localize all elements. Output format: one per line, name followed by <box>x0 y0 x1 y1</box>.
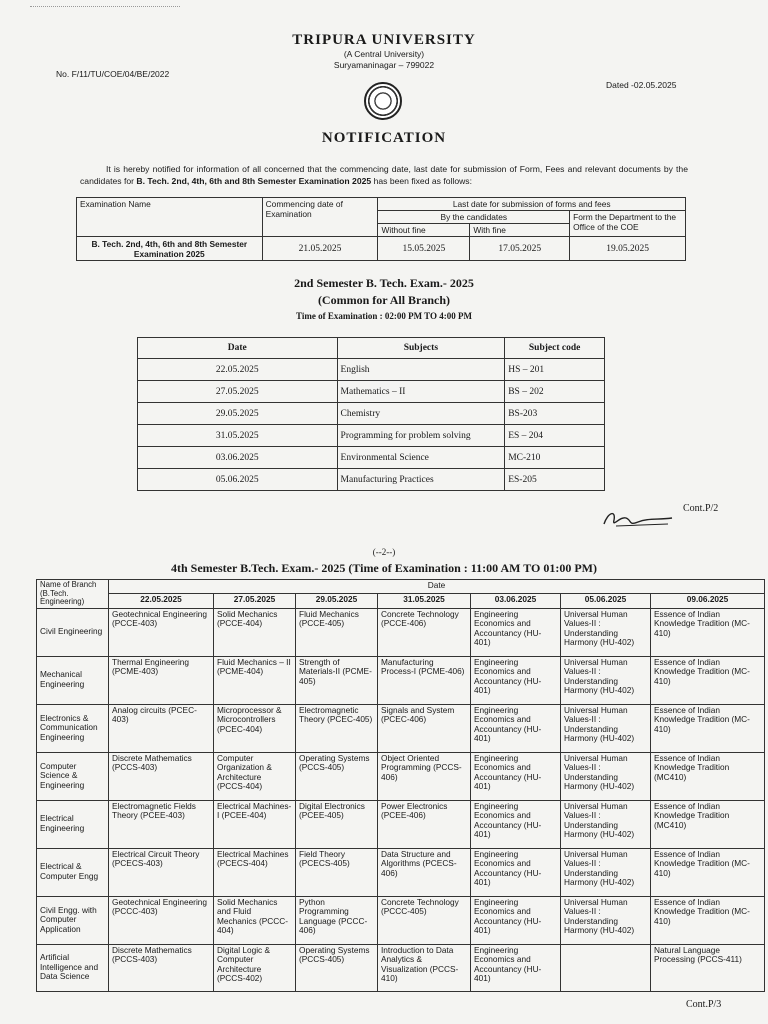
sem4-subject-cell: Engineering Economics and Accountancy (HU-401) <box>471 608 561 656</box>
sem4-subject-cell: Electrical Machines-I (PCEE-404) <box>214 800 296 848</box>
sem4-subject-cell: Engineering Economics and Accountancy (HU-401) <box>471 848 561 896</box>
sem2-subject: Chemistry <box>337 403 505 425</box>
sem4-subject-cell: Electromagnetic Fields Theory (PCEE-403) <box>109 800 214 848</box>
sem2-time: Time of Examination : 02:00 PM TO 4:00 PM <box>296 311 472 321</box>
sem4-date-col: 09.06.2025 <box>651 594 765 608</box>
notification-date: Dated -02.05.2025 <box>606 80 677 90</box>
summary-header-commencing: Commencing date of Examination <box>262 198 378 237</box>
sem4-subject-cell: Discrete Mathematics (PCCS-403) <box>109 944 214 991</box>
sem4-subject-cell: Universal Human Values-II : Understanding Harmony (HU-402) <box>561 752 651 800</box>
sem2-code: BS – 202 <box>505 381 605 403</box>
summary-header-without-fine: Without fine <box>378 224 470 237</box>
intro-exam-name: B. Tech. 2nd, 4th, 6th and 8th Semester Examination 2025 <box>136 176 372 186</box>
continued-page-2: Cont.P/2 <box>683 503 719 514</box>
sem2-title: 2nd Semester B. Tech. Exam.- 2025 <box>294 276 474 290</box>
sem2-header-code: Subject code <box>505 338 605 359</box>
sem4-title: 4th Semester B.Tech. Exam.- 2025 (Time of Examination : 11:00 AM TO 01:00 PM) <box>171 561 597 575</box>
sem4-subject-cell: Universal Human Values-II : Understanding Harmony (HU-402) <box>561 800 651 848</box>
sem4-subject-cell: Microprocessor & Microcontrollers (PCEC-404) <box>214 704 296 752</box>
sem2-date: 22.05.2025 <box>138 359 338 381</box>
sem4-subject-cell <box>561 944 651 991</box>
sem4-date-col: 03.06.2025 <box>471 594 561 608</box>
sem4-subject-cell: Concrete Technology (PCCC-405) <box>378 896 471 944</box>
page-2-marker: (--2--) <box>372 547 396 557</box>
sem4-subject-cell: Essence of Indian Knowledge Tradition (MC410) <box>651 800 765 848</box>
reference-number: No. F/11/TU/COE/04/BE/2022 <box>56 69 170 79</box>
university-address: Suryamaninagar – 799022 <box>333 60 435 70</box>
top-edge-marks <box>30 0 180 7</box>
summary-header-form-dept: Form the Department to the Office of the COE <box>570 211 686 237</box>
table-row <box>37 896 765 944</box>
sem4-branch: Electronics & Communication Engineering <box>37 704 109 752</box>
sem4-subject-cell: Universal Human Values-II : Understanding Harmony (HU-402) <box>561 608 651 656</box>
table-row <box>138 447 605 469</box>
sem4-subject-cell: Essence of Indian Knowledge Tradition (MC-410) <box>651 704 765 752</box>
sem4-subject-cell: Essence of Indian Knowledge Tradition (MC410) <box>651 752 765 800</box>
summary-header-last-date: Last date for submission of forms and fees <box>378 198 686 211</box>
table-row <box>37 848 765 896</box>
sem4-subject-cell: Data Structure and Algorithms (PCECS-406) <box>378 848 471 896</box>
sem4-branch: Electrical Engineering <box>37 800 109 848</box>
university-subtitle: (A Central University) <box>343 49 425 59</box>
summary-header-with-fine: With fine <box>470 224 570 237</box>
sem4-subject-cell: Essence of Indian Knowledge Tradition (MC-410) <box>651 656 765 704</box>
sem4-subject-cell: Engineering Economics and Accountancy (HU-401) <box>471 896 561 944</box>
sem4-subject-cell: Solid Mechanics and Fluid Mechanics (PCCC-404) <box>214 896 296 944</box>
sem2-date: 31.05.2025 <box>138 425 338 447</box>
sem4-subject-cell: Universal Human Values-II : Understanding Harmony (HU-402) <box>561 656 651 704</box>
summary-table <box>76 197 686 261</box>
sem4-subject-cell: Engineering Economics and Accountancy (HU-401) <box>471 944 561 991</box>
sem4-subject-cell: Computer Organization & Architecture (PCCS-404) <box>214 752 296 800</box>
sem4-subject-cell: Geotechnical Engineering (PCCC-403) <box>109 896 214 944</box>
summary-without-fine-date: 15.05.2025 <box>378 237 470 261</box>
sem4-subject-cell: Signals and System (PCEC-406) <box>378 704 471 752</box>
sem2-date: 29.05.2025 <box>138 403 338 425</box>
sem2-subject: Manufacturing Practices <box>337 469 505 491</box>
table-row <box>37 608 765 656</box>
table-row <box>138 381 605 403</box>
table-row <box>138 469 605 491</box>
sem4-subject-cell: Electrical Circuit Theory (PCECS-403) <box>109 848 214 896</box>
sem4-subject-cell: Manufacturing Process-I (PCME-406) <box>378 656 471 704</box>
sem4-subject-cell: Engineering Economics and Accountancy (HU-401) <box>471 704 561 752</box>
summary-header-by-candidates: By the candidates <box>378 211 570 224</box>
sem4-subject-cell: Engineering Economics and Accountancy (HU-401) <box>471 656 561 704</box>
sem4-subject-cell: Fluid Mechanics – II (PCME-404) <box>214 656 296 704</box>
sem2-code: ES – 204 <box>505 425 605 447</box>
sem4-subject-cell: Introduction to Data Analytics & Visualization (PCCS-410) <box>378 944 471 991</box>
sem2-code: HS – 201 <box>505 359 605 381</box>
sem4-subject-cell: Power Electronics (PCEE-406) <box>378 800 471 848</box>
sem4-subject-cell: Electrical Machines (PCECS-404) <box>214 848 296 896</box>
sem4-subject-cell: Natural Language Processing (PCCS-411) <box>651 944 765 991</box>
sem4-subject-cell: Essence of Indian Knowledge Tradition (MC-410) <box>651 848 765 896</box>
signature-icon <box>598 506 678 530</box>
sem4-subject-cell: Solid Mechanics (PCCE-404) <box>214 608 296 656</box>
summary-exam-name: B. Tech. 2nd, 4th, 6th and 8th Semester Examination 2025 <box>77 237 263 261</box>
sem4-subject-cell: Analog circuits (PCEC-403) <box>109 704 214 752</box>
intro-text-b: has been fixed as follows: <box>373 176 472 186</box>
sem2-header-date: Date <box>138 338 338 359</box>
notification-title: NOTIFICATION <box>321 130 447 146</box>
sem4-subject-cell: Strength of Materials-II (PCME-405) <box>296 656 378 704</box>
sem2-subject: Programming for problem solving <box>337 425 505 447</box>
sem4-subject-cell: Fluid Mechanics (PCCE-405) <box>296 608 378 656</box>
sem4-date-col: 31.05.2025 <box>378 594 471 608</box>
sem2-date: 03.06.2025 <box>138 447 338 469</box>
summary-commencing-date: 21.05.2025 <box>262 237 378 261</box>
sem2-subtitle: (Common for All Branch) <box>317 293 451 307</box>
university-name: TRIPURA UNIVERSITY <box>292 32 476 48</box>
sem4-subject-cell: Geotechnical Engineering (PCCE-403) <box>109 608 214 656</box>
sem2-subject: English <box>337 359 505 381</box>
sem4-date-col: 27.05.2025 <box>214 594 296 608</box>
continued-page-3: Cont.P/3 <box>686 999 722 1010</box>
sem4-subject-cell: Field Theory (PCECS-405) <box>296 848 378 896</box>
sem4-subject-cell: Universal Human Values-II : Understanding Harmony (HU-402) <box>561 848 651 896</box>
sem4-date-col: 05.06.2025 <box>561 594 651 608</box>
sem4-date-col: 29.05.2025 <box>296 594 378 608</box>
sem4-subject-cell: Thermal Engineering (PCME-403) <box>109 656 214 704</box>
table-row <box>138 425 605 447</box>
sem4-subject-cell: Universal Human Values-II : Understanding Harmony (HU-402) <box>561 704 651 752</box>
sem4-date-col: 22.05.2025 <box>109 594 214 608</box>
sem4-subject-cell: Operating Systems (PCCS-405) <box>296 752 378 800</box>
sem4-branch: Mechanical Engineering <box>37 656 109 704</box>
sem4-subject-cell: Digital Electronics (PCEE-405) <box>296 800 378 848</box>
sem2-code: MC-210 <box>505 447 605 469</box>
sem4-subject-cell: Digital Logic & Computer Architecture (PCCS-402) <box>214 944 296 991</box>
sem4-subject-cell: Concrete Technology (PCCE-406) <box>378 608 471 656</box>
table-row <box>37 656 765 704</box>
sem4-subject-cell: Essence of Indian Knowledge Tradition (MC-410) <box>651 608 765 656</box>
sem4-subject-cell: Discrete Mathematics (PCCS-403) <box>109 752 214 800</box>
sem4-branch: Computer Science & Engineering <box>37 752 109 800</box>
table-row <box>37 944 765 991</box>
sem4-date-header: Date <box>109 580 765 594</box>
summary-dept-date: 19.05.2025 <box>570 237 686 261</box>
university-seal-icon <box>364 82 402 120</box>
sem4-branch: Civil Engg. with Computer Application <box>37 896 109 944</box>
sem2-subject: Mathematics – II <box>337 381 505 403</box>
sem4-subject-cell: Essence of Indian Knowledge Tradition (MC-410) <box>651 896 765 944</box>
sem2-table <box>137 337 605 491</box>
sem2-code: ES-205 <box>505 469 605 491</box>
sem4-subject-cell: Engineering Economics and Accountancy (HU-401) <box>471 752 561 800</box>
sem2-code: BS-203 <box>505 403 605 425</box>
sem4-branch: Civil Engineering <box>37 608 109 656</box>
sem2-header-subjects: Subjects <box>337 338 505 359</box>
sem4-subject-cell: Python Programming Language (PCCC-406) <box>296 896 378 944</box>
sem4-subject-cell: Object Oriented Programming (PCCS-406) <box>378 752 471 800</box>
sem4-table <box>36 579 765 992</box>
table-row <box>37 752 765 800</box>
table-row <box>138 359 605 381</box>
summary-header-exam-name: Examination Name <box>77 198 263 237</box>
sem4-branch: Artificial Intelligence and Data Science <box>37 944 109 991</box>
table-row <box>37 800 765 848</box>
table-row <box>37 704 765 752</box>
intro-text-a: It is hereby notified for information of all concerned that the commencing date, last date for submission of Form, Fees and relevant documents by the candidates for <box>80 164 688 186</box>
sem4-branch: Electrical & Computer Engg <box>37 848 109 896</box>
sem4-subject-cell: Operating Systems (PCCS-405) <box>296 944 378 991</box>
sem2-date: 05.06.2025 <box>138 469 338 491</box>
sem4-subject-cell: Electromagnetic Theory (PCEC-405) <box>296 704 378 752</box>
sem4-branch-header: Name of Branch (B.Tech. Engineering) <box>37 580 109 609</box>
sem4-subject-cell: Engineering Economics and Accountancy (HU-401) <box>471 800 561 848</box>
table-row <box>138 403 605 425</box>
sem2-date: 27.05.2025 <box>138 381 338 403</box>
summary-with-fine-date: 17.05.2025 <box>470 237 570 261</box>
sem4-subject-cell: Universal Human Values-II : Understanding Harmony (HU-402) <box>561 896 651 944</box>
intro-paragraph <box>80 163 688 187</box>
sem2-subject: Environmental Science <box>337 447 505 469</box>
